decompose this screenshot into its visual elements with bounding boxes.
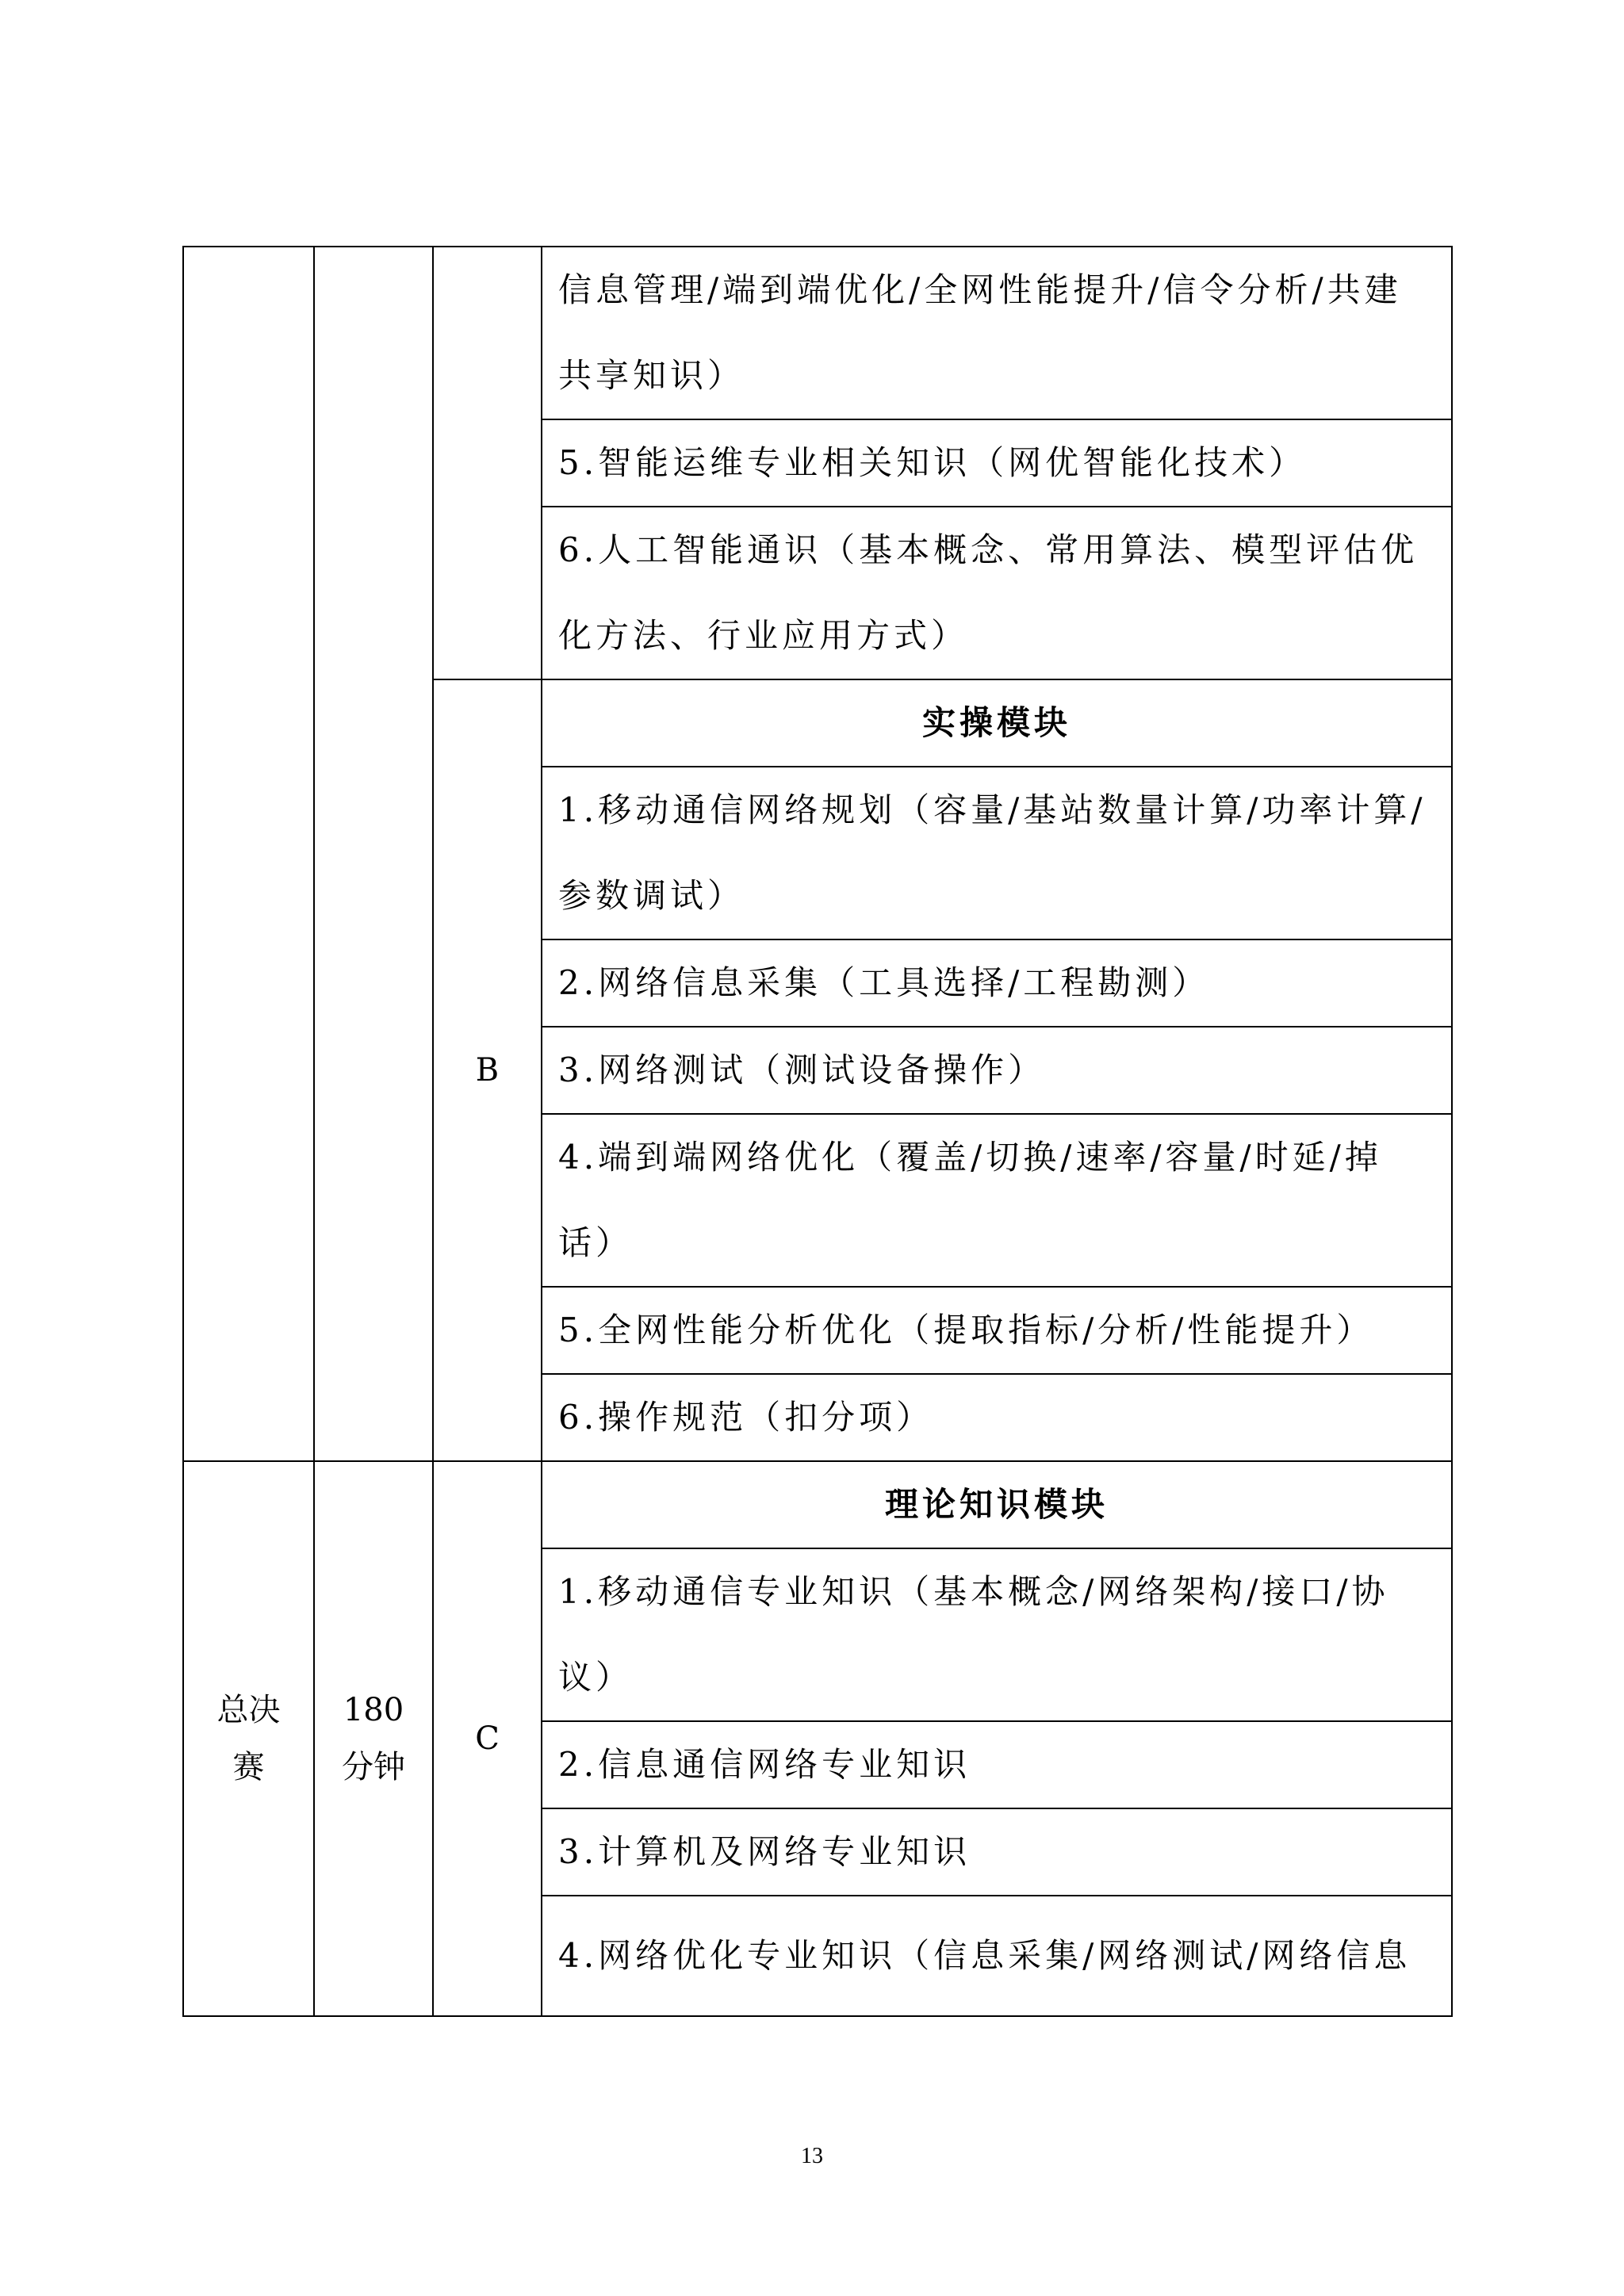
time-value: 180 bbox=[343, 1692, 404, 1728]
table-row bbox=[183, 247, 1452, 419]
content-item: 4.端到端网络优化（覆盖/切换/速率/容量/时延/掉话） bbox=[542, 1114, 1452, 1287]
time-cell-empty bbox=[314, 247, 433, 1461]
content-item: 2.网络信息采集（工具选择/工程勘测） bbox=[542, 939, 1452, 1027]
content-item: 1.移动通信专业知识（基本概念/网络架构/接口/协议） bbox=[542, 1548, 1452, 1721]
table-row bbox=[183, 1461, 1452, 1548]
content-item: 1.移动通信网络规划（容量/基站数量计算/功率计算/参数调试） bbox=[542, 767, 1452, 939]
module-heading: 实操模块 bbox=[542, 679, 1452, 767]
content-item: 3.计算机及网络专业知识 bbox=[542, 1808, 1452, 1896]
content-item: 6.人工智能通识（基本概念、常用算法、模型评估优化方法、行业应用方式） bbox=[542, 507, 1452, 679]
content-item: 5.智能运维专业相关知识（网优智能化技术） bbox=[542, 419, 1452, 507]
module-code-cell bbox=[433, 247, 542, 679]
content-item: 2.信息通信网络专业知识 bbox=[542, 1721, 1452, 1808]
content-item: 6.操作规范（扣分项） bbox=[542, 1374, 1452, 1461]
content-item: 信息管理/端到端优化/全网性能提升/信令分析/共建共享知识） bbox=[542, 247, 1452, 419]
page-number: 13 bbox=[801, 2144, 823, 2168]
stage-label-line1: 总决 bbox=[216, 1692, 281, 1728]
stage-label-line2: 赛 bbox=[232, 1749, 265, 1785]
module-code-cell: B bbox=[433, 679, 542, 1461]
stage-cell bbox=[183, 1461, 314, 2016]
time-cell bbox=[314, 1461, 433, 2016]
module-heading: 理论知识模块 bbox=[542, 1461, 1452, 1548]
stage-cell-empty bbox=[183, 247, 314, 1461]
module-code-cell: C bbox=[433, 1461, 542, 2016]
competition-content-table bbox=[182, 246, 1453, 2017]
content-item: 3.网络测试（测试设备操作） bbox=[542, 1027, 1452, 1114]
content-item: 4.网络优化专业知识（信息采集/网络测试/网络信息 bbox=[542, 1896, 1452, 2016]
content-item: 5.全网性能分析优化（提取指标/分析/性能提升） bbox=[542, 1287, 1452, 1374]
time-unit: 分钟 bbox=[342, 1749, 405, 1785]
